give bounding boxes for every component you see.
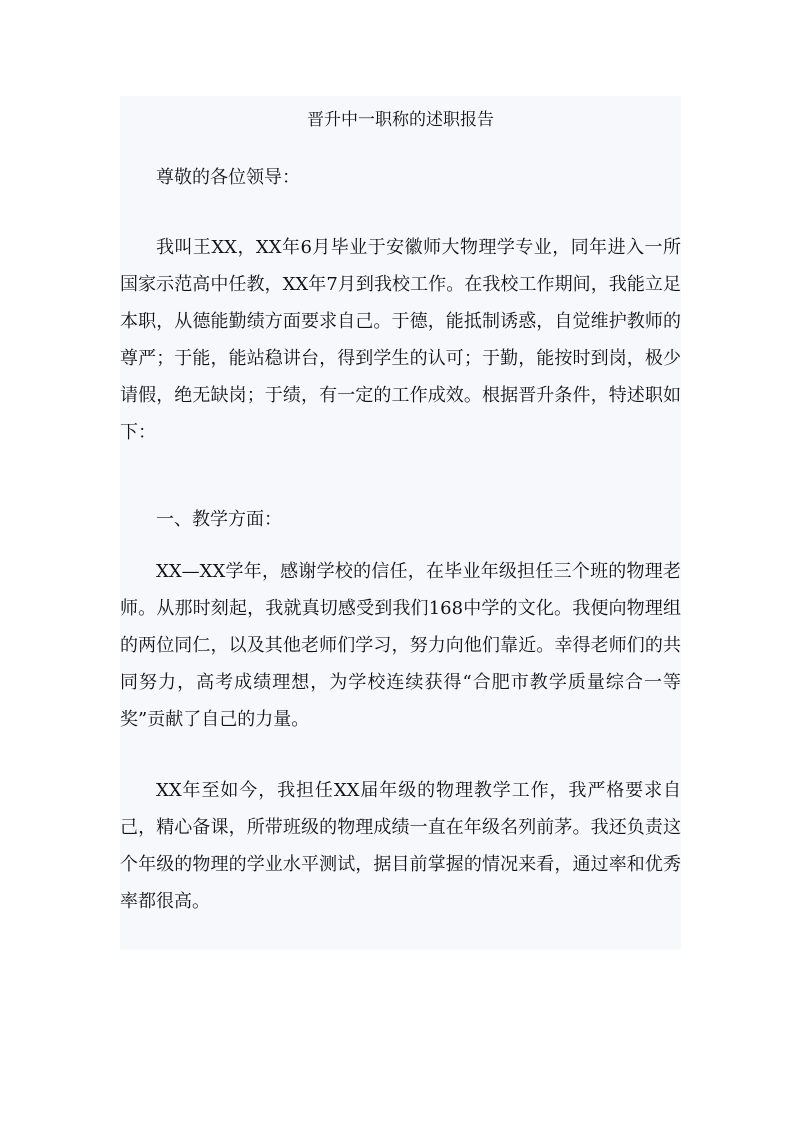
document-page [120,96,681,950]
document-title: 晋升中一职称的述职报告 [307,110,494,130]
paragraph-teaching-1: XX—XX学年，感谢学校的信任，在毕业年级担任三个班的物理老师。从那时刻起，我就真切感受到我们168中学的文化。我便向物理组的两位同仁，以及其他老师们学习，努力向他们靠近。幸得老师们的共同努力，高考成绩理想，为学校连续获得“合肥市教学质量综合一等奖”贡献了自己的力量。 [120,561,681,730]
greeting: 尊敬的各位领导： [156,167,300,188]
section-heading-teaching: 一、教学方面： [156,509,282,530]
paragraph-intro: 我叫王XX，XX年6月毕业于安徽师大物理学专业，同年进入一所国家示范高中任教，XX年7月到我校工作。在我校工作期间，我能立足本职，从德能勤绩方面要求自己。于德，能抵制诱惑，自觉维护教师的尊严；于能，能站稳讲台，得到学生的认可；于勤，能按时到岗，极少请假，绝无缺岗；于绩，有一定的工作成效。根据晋升条件，特述职如下： [120,237,681,443]
paragraph-teaching-2: XX年至如今，我担任XX届年级的物理教学工作，我严格要求自己，精心备课，所带班级的物理成绩一直在年级名列前茅。我还负责这个年级的物理的学业水平测试，据目前掌握的情况来看，通过率和优秀率都很高。 [120,780,681,912]
